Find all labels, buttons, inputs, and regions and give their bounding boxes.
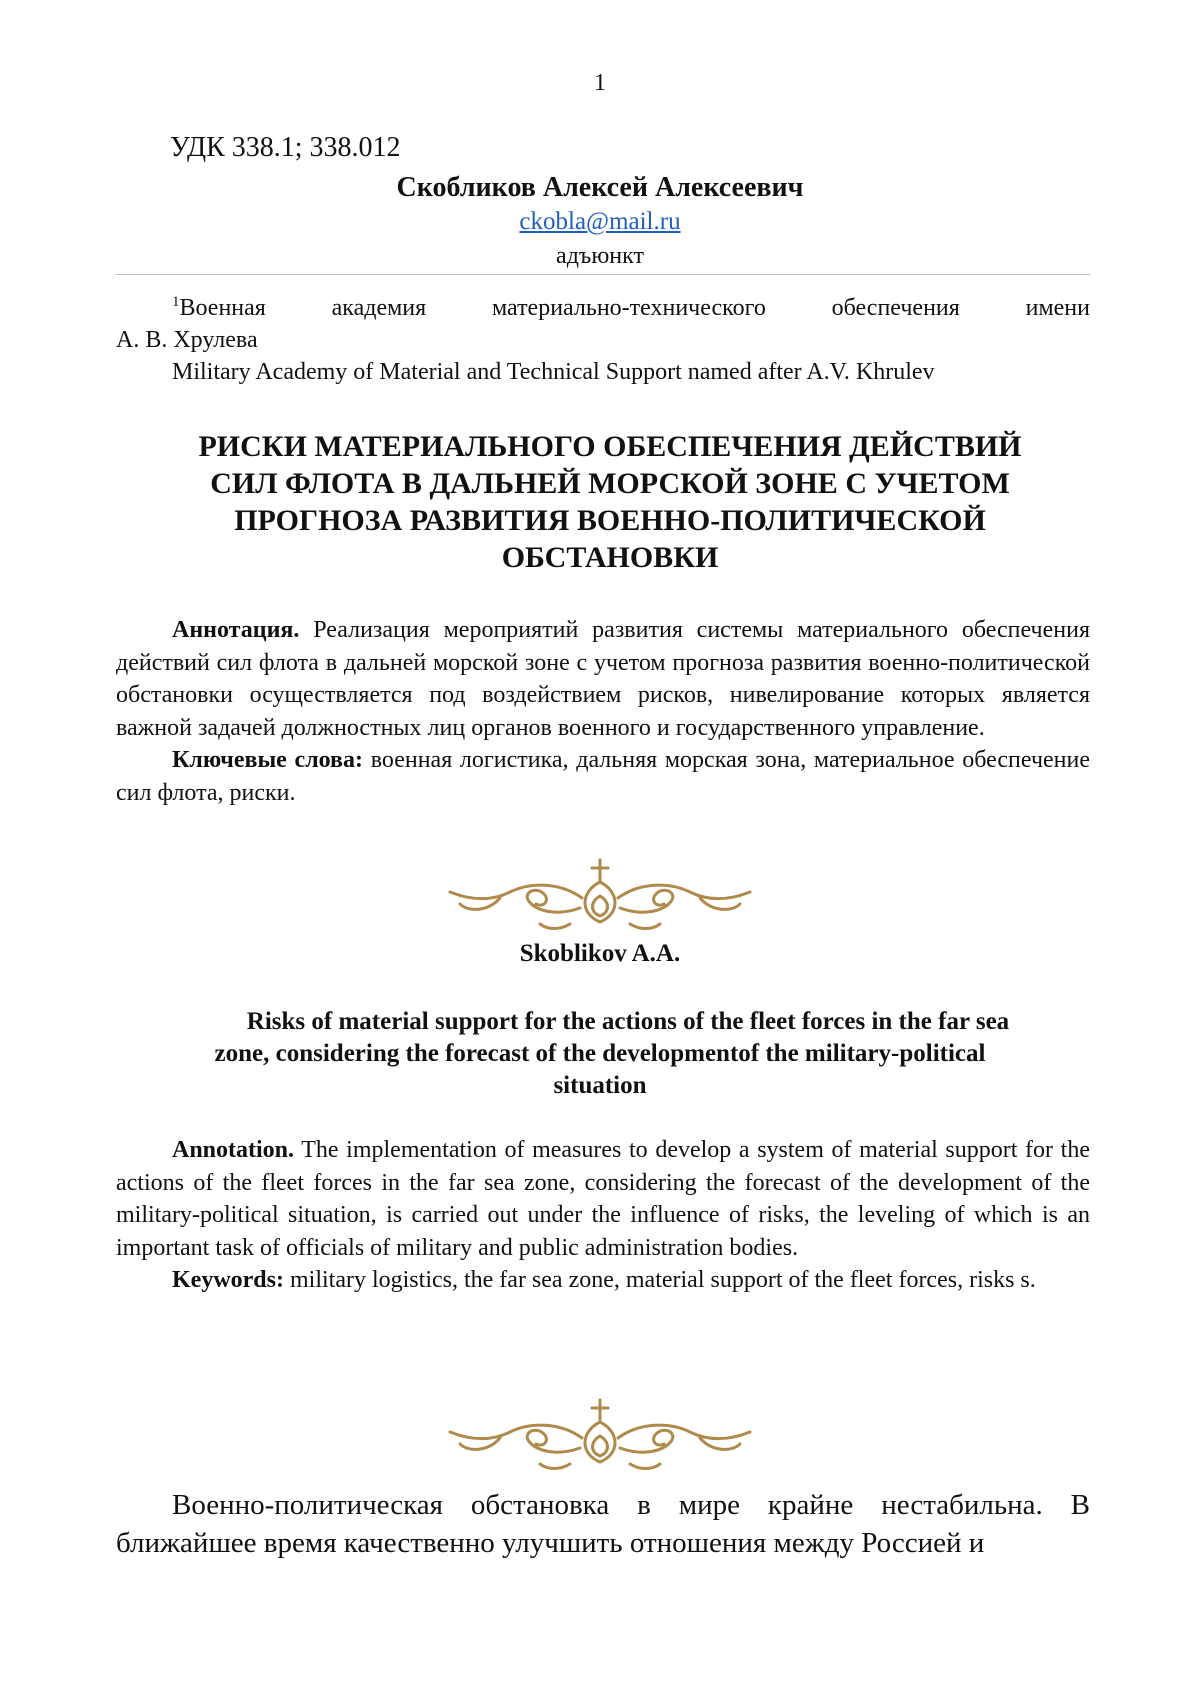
affiliation-ru-text: Военная академия материально-технического обеспечения имени (179, 295, 1090, 321)
udk-code: УДК 338.1; 338.012 (170, 132, 401, 163)
abstract-ru-paragraph (116, 614, 1090, 744)
body-paragraph: Военно-политическая обстановка в мире крайне нестабильна. В ближайшее время качественно улучшить отношения между Россией и (116, 1489, 1090, 1559)
keywords-ru-text: военная логистика, дальняя морская зона, материальное обеспечение сил флота, риски. (116, 747, 1091, 806)
abstract-ru (116, 614, 1090, 809)
author-name: Скобликов Алексей Алексеевич (396, 172, 804, 203)
affiliation-en: Military Academy of Material and Technical Support named after A.V. Khrulev (172, 359, 935, 385)
keywords-en-paragraph (116, 1264, 1090, 1297)
title-ru (150, 428, 1070, 576)
abstract-en-label: Annotation. (172, 1137, 295, 1163)
abstract-ru-text: Реализация мероприятий развития системы материального обеспечения действий сил флота в дальней морской зоне с учетом прогноза развития военно-политической обстановки осуществляется под воздействием рисков, нивелирование которых является важной задачей должностных лиц органов военного и государственного управление. (116, 617, 1091, 741)
affiliation (116, 292, 1090, 388)
title-en-line: situation (553, 1072, 647, 1099)
author-position: адъюнкт (556, 243, 644, 269)
author-name-en: Skoblikov A.A. (519, 940, 681, 967)
ornament-divider (0, 852, 1200, 936)
author-email-row (0, 208, 1200, 236)
keywords-ru-paragraph (116, 744, 1090, 809)
title-ru-line: ОБСТАНОВКИ (501, 541, 719, 574)
abstract-en-text: The implementation of measures to develop a system of material support for the actions of the fleet forces in the far sea zone, considering the forecast of the development of the military-political situation, is carried out under the influence of risks, the leveling of which is an important task of officials of military and public administration bodies. (116, 1137, 1090, 1261)
title-ru-line: ПРОГНОЗА РАЗВИТИЯ ВОЕННО-ПОЛИТИЧЕСКОЙ (234, 504, 986, 537)
keywords-en-label: Keywords: (172, 1267, 284, 1293)
affiliation-marker: 1 (172, 294, 180, 310)
keywords-ru-label: Ключевые слова: (172, 747, 364, 773)
abstract-en (116, 1134, 1090, 1297)
title-ru-line: СИЛ ФЛОТА В ДАЛЬНЕЙ МОРСКОЙ ЗОНЕ С УЧЕТОМ (210, 467, 1010, 500)
keywords-en-text: military logistics, the far sea zone, material support of the fleet forces, risks s. (289, 1267, 1036, 1293)
decorative-flourish-icon (440, 852, 760, 936)
author-email-link[interactable]: ckobla@mail.ru (519, 208, 681, 235)
ornament-divider (0, 1392, 1200, 1476)
body-text (116, 1486, 1090, 1562)
decorative-flourish-icon (440, 1392, 760, 1476)
title-en (150, 1006, 1050, 1102)
title-en-line: Risks of material support for the actions of the fleet forces in the far sea (246, 1008, 1010, 1035)
abstract-ru-label: Аннотация. (172, 617, 300, 643)
affiliation-ru-line1 (116, 292, 1090, 324)
abstract-en-paragraph (116, 1134, 1090, 1264)
page-number: 1 (594, 70, 606, 96)
divider-line (116, 274, 1090, 275)
title-ru-line: РИСКИ МАТЕРИАЛЬНОГО ОБЕСПЕЧЕНИЯ ДЕЙСТВИЙ (198, 430, 1022, 463)
affiliation-ru-line2: А. В. Хрулева (116, 327, 258, 353)
title-en-line: zone, considering the forecast of the developmentof the military-political (214, 1040, 986, 1067)
